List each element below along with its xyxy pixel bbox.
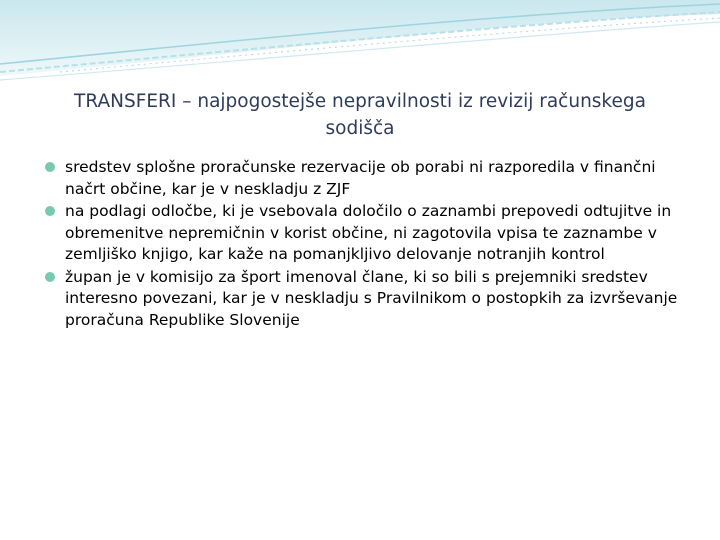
list-item	[44, 157, 684, 200]
bullet-text: na podlagi odločbe, ki je vsebovala določilo o zaznambi prepovedi odtujitve in obremenitve nepremičnin v korist občine, ni zagotovila vpisa te zaznambe v zemljiško knjigo, kar kaže na pomanjkljivo delovanje notranjih kontrol	[65, 202, 672, 263]
bullet-text: župan je v komisijo za šport imenoval člane, ki so bili s prejemniki sredstev interesno povezani, kar je v neskladju s Pravilnikom o postopkih za izvrševanje proračuna Republike Slovenije	[65, 267, 678, 329]
bullet-text: sredstev splošne proračunske rezervacije ob porabi ni razporedila v finančni načrt občine, kar je v neskladju z ZJF	[65, 158, 656, 198]
bullet-dot-icon	[45, 206, 55, 216]
header-decoration	[0, 0, 720, 100]
list-item	[44, 201, 684, 266]
bullet-dot-icon	[45, 272, 55, 282]
slide-title: TRANSFERI – najpogostejše nepravilnosti iz revizij računskega sodišča	[74, 91, 646, 139]
list-item	[44, 267, 684, 332]
bullet-dot-icon	[45, 162, 55, 172]
bullet-list	[44, 157, 684, 331]
